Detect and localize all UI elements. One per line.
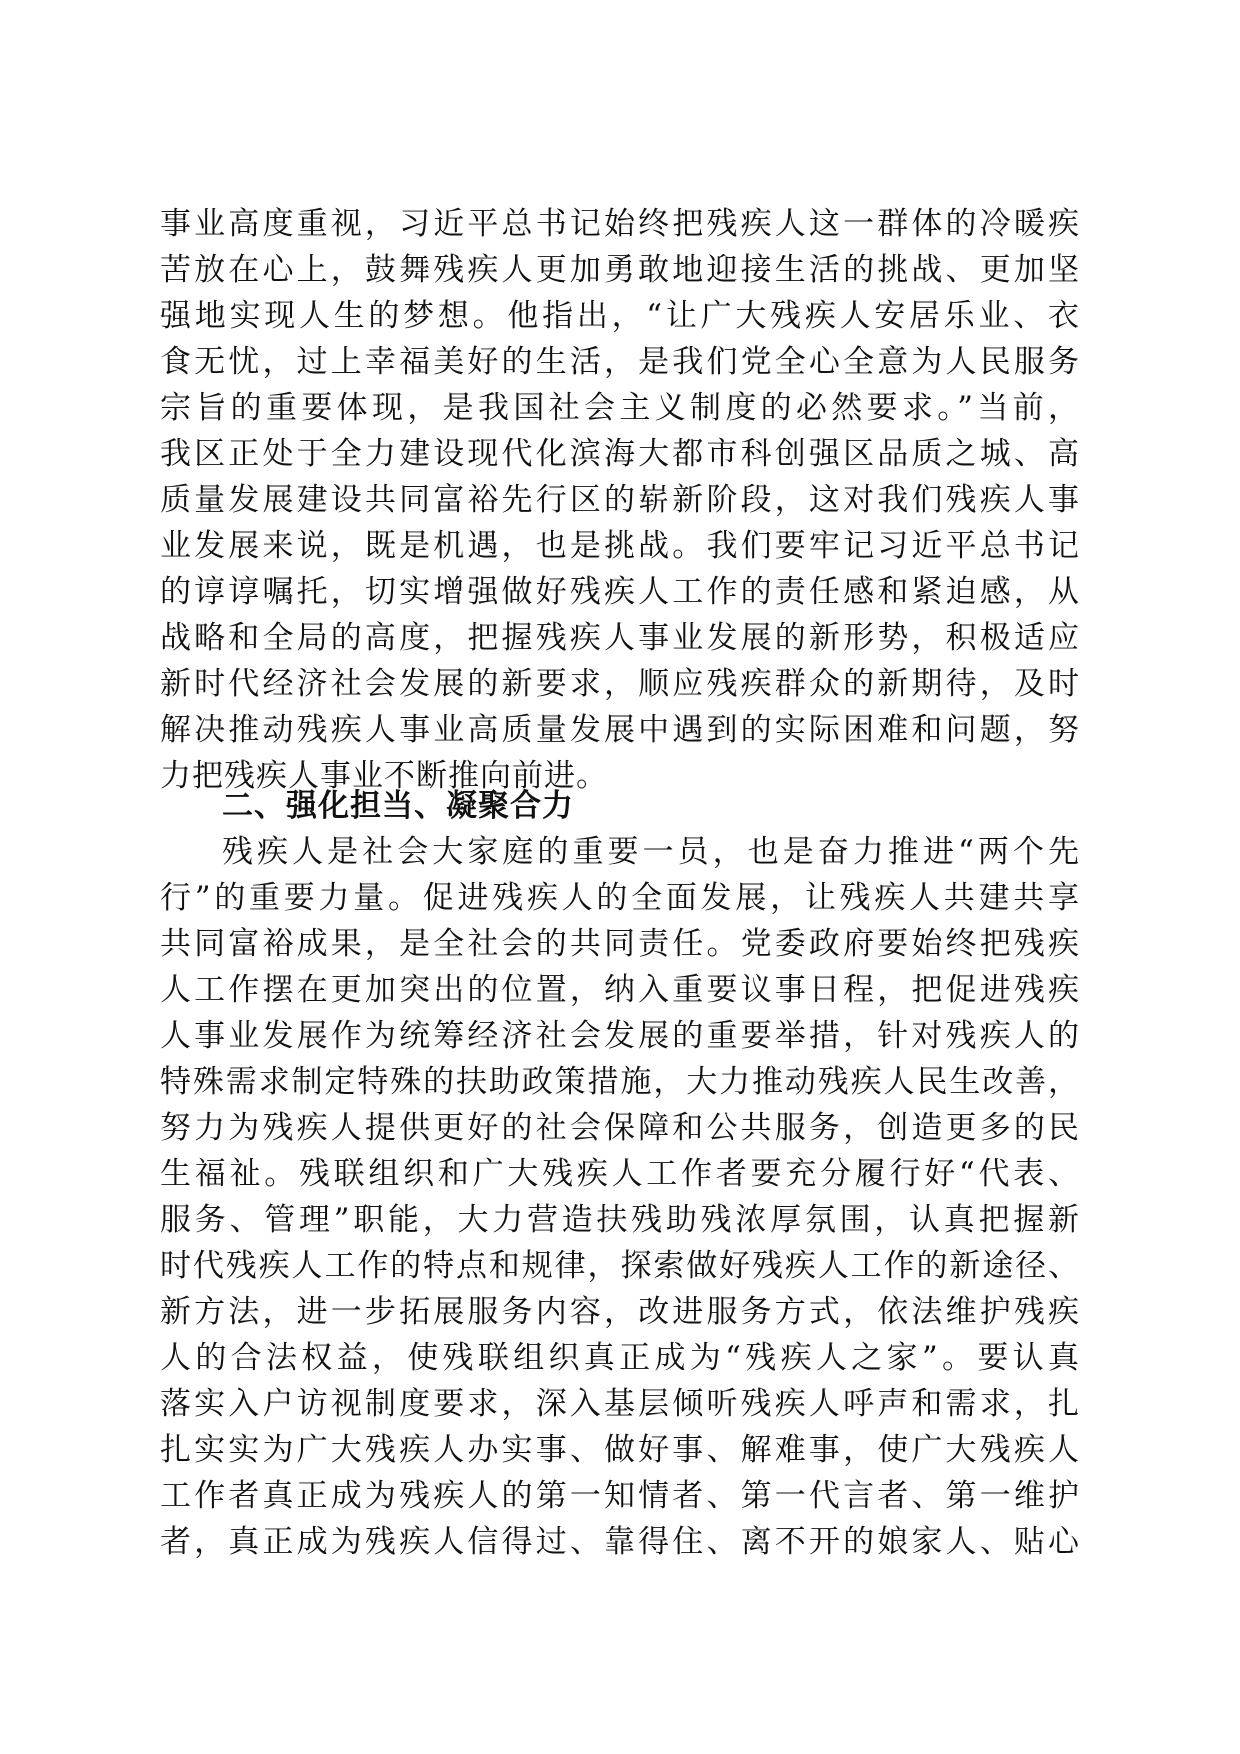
paragraph-1-line: 业发展来说，既是机遇，也是挑战。我们要牢记习近平总书记 (160, 528, 1080, 564)
paragraph-2-line: 共同富裕成果，是全社会的共同责任。党委政府要始终把残疾 (160, 926, 1080, 962)
paragraph-2-line: 生福祉。残联组织和广大残疾人工作者要充分履行好“代表、 (160, 1156, 1080, 1192)
paragraph-2-line: 工作者真正成为残疾人的第一知情者、第一代言者、第一维护 (160, 1478, 1080, 1514)
paragraph-2-line: 者，真正成为残疾人信得过、靠得住、离不开的娘家人、贴心 (160, 1524, 1080, 1560)
paragraph-2-line: 人工作摆在更加突出的位置，纳入重要议事日程，把促进残疾 (160, 972, 1080, 1008)
paragraph-1-line: 新时代经济社会发展的新要求，顺应残疾群众的新期待，及时 (160, 666, 1080, 702)
paragraph-1-line: 强地实现人生的梦想。他指出，“让广大残疾人安居乐业、衣 (160, 298, 1080, 334)
paragraph-2-line: 特殊需求制定特殊的扶助政策措施，大力推动残疾人民生改善， (160, 1064, 1080, 1100)
paragraph-1 (160, 201, 1080, 799)
paragraph-1-line: 的谆谆嘱托，切实增强做好残疾人工作的责任感和紧迫感，从 (160, 574, 1080, 610)
paragraph-2-line: 新方法，进一步拓展服务内容，改进服务方式，依法维护残疾 (160, 1294, 1080, 1330)
paragraph-2-line: 扎实实为广大残疾人办实事、做好事、解难事，使广大残疾人 (160, 1432, 1080, 1468)
paragraph-2-line: 人事业发展作为统筹经济社会发展的重要举措，针对残疾人的 (160, 1018, 1080, 1054)
paragraph-2-line: 时代残疾人工作的特点和规律，探索做好残疾人工作的新途径、 (160, 1248, 1080, 1284)
paragraph-1-line: 解决推动残疾人事业高质量发展中遇到的实际困难和问题，努 (160, 712, 1080, 748)
paragraph-1-line: 食无忧，过上幸福美好的生活，是我们党全心全意为人民服务 (160, 344, 1080, 380)
section-heading: 二、强化担当、凝聚合力 (222, 788, 574, 824)
paragraph-2-line: 行”的重要力量。促进残疾人的全面发展，让残疾人共建共享 (160, 880, 1080, 916)
paragraph-1-line: 力把残疾人事业不断推向前进。 (160, 758, 608, 794)
paragraph-1-line: 我区正处于全力建设现代化滨海大都市科创强区品质之城、高 (160, 436, 1080, 472)
paragraph-2-line: 落实入户访视制度要求，深入基层倾听残疾人呼声和需求，扎 (160, 1386, 1080, 1422)
paragraph-2-line: 努力为残疾人提供更好的社会保障和公共服务，创造更多的民 (160, 1110, 1080, 1146)
paragraph-1-line: 事业高度重视，习近平总书记始终把残疾人这一群体的冷暖疾 (160, 206, 1080, 242)
paragraph-2-line: 人的合法权益，使残联组织真正成为“残疾人之家”。要认真 (160, 1340, 1080, 1376)
paragraph-2-line: 服务、管理”职能，大力营造扶残助残浓厚氛围，认真把握新 (160, 1202, 1080, 1238)
paragraph-2 (160, 829, 1080, 1565)
paragraph-2-line: 残疾人是社会大家庭的重要一员，也是奋力推进“两个先 (222, 834, 1080, 870)
paragraph-1-line: 宗旨的重要体现，是我国社会主义制度的必然要求。”当前， (160, 390, 1080, 426)
paragraph-1-line: 苦放在心上，鼓舞残疾人更加勇敢地迎接生活的挑战、更加坚 (160, 252, 1080, 288)
paragraph-1-line: 战略和全局的高度，把握残疾人事业发展的新形势，积极适应 (160, 620, 1080, 656)
paragraph-1-line: 质量发展建设共同富裕先行区的崭新阶段，这对我们残疾人事 (160, 482, 1080, 518)
